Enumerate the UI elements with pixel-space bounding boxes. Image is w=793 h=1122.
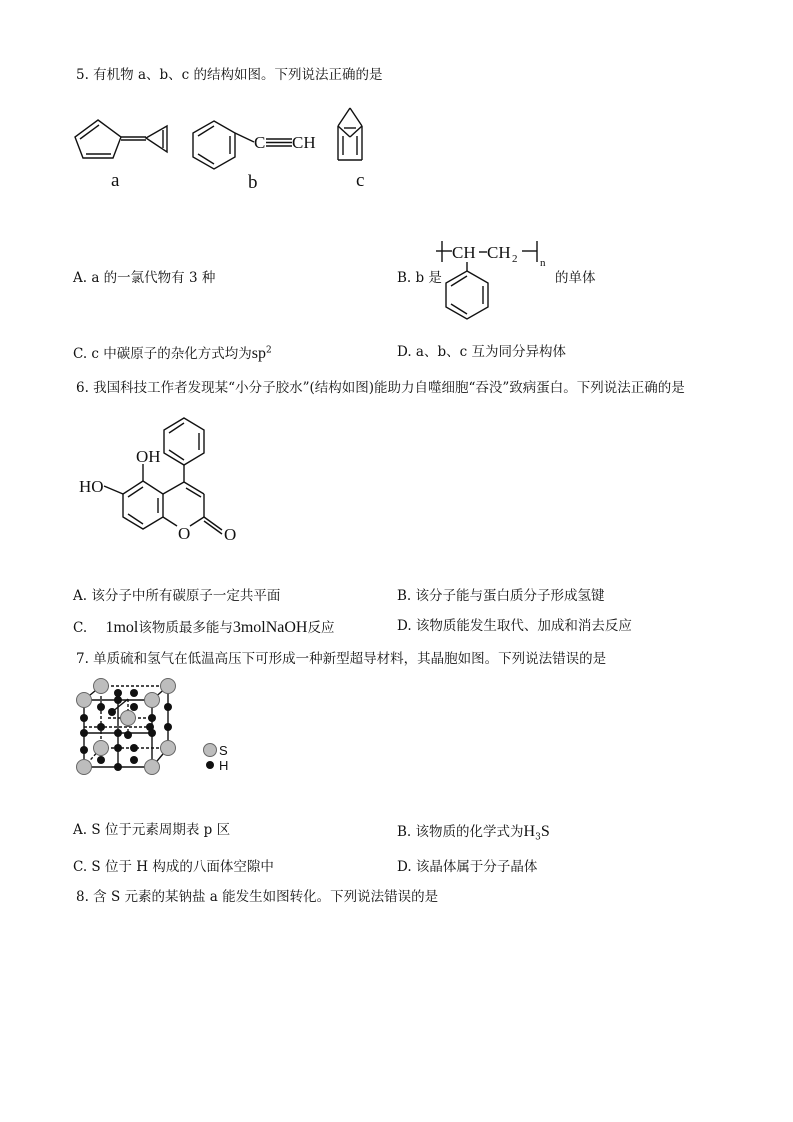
crystal-legend-symbols [0, 0, 1, 1]
s-atom [77, 693, 92, 708]
ketone-oxygen: O [224, 525, 237, 544]
label-c: c [356, 170, 365, 191]
legend-s-atom [204, 744, 217, 757]
q7-option-d[interactable]: D. 该晶体属于分子晶体 [397, 859, 538, 875]
polymer-ch2: CH [487, 243, 511, 262]
polymer-ch: CH [452, 243, 476, 262]
h-atom [130, 756, 138, 764]
h-atom [114, 729, 122, 737]
h-atom [148, 729, 156, 737]
s-atom [161, 741, 176, 756]
q5-option-b-prefix[interactable]: B. b 是 [397, 270, 442, 286]
s-atom [94, 679, 109, 694]
q6-option-c-letter: C. [73, 620, 88, 636]
ho-group: HO [79, 477, 104, 496]
h-atom [164, 723, 172, 731]
h-atom [124, 731, 132, 739]
q6-option-a[interactable]: A. 该分子中所有碳原子一定共平面 [73, 588, 281, 604]
h-atom [130, 689, 138, 697]
h-atom [164, 703, 172, 711]
s-atom [145, 760, 160, 775]
q7-option-b[interactable] [397, 824, 550, 843]
q6-option-d[interactable]: D. 该物质能发生取代、加成和消去反应 [397, 618, 632, 634]
h-atom [108, 708, 116, 716]
q5-option-c[interactable] [73, 346, 272, 362]
h-atom [114, 689, 122, 697]
q5-option-b-suffix: 的单体 [555, 270, 596, 286]
h-atom [97, 723, 105, 731]
q8-stem: 8. 含 S 元素的某钠盐 a 能发生如图转化。下列说法错误的是 [76, 889, 439, 905]
q6-stem: 6. 我国科技工作者发现某“小分子胶水”(结构如图)能助力自噬细胞“吞没”致病蛋白。下列说法正确的是 [76, 380, 685, 396]
legend-h-atom [206, 761, 214, 769]
b-ch-group: CH [292, 133, 316, 152]
oh-group: OH [136, 447, 161, 466]
sp-superscript: 2 [266, 345, 272, 356]
q5-option-c-text: C. c 中碳原子的杂化方式均为 [73, 346, 252, 362]
h-atom [80, 729, 88, 737]
q6-option-c-text2: 反应 [307, 620, 335, 636]
formula-h: H [523, 823, 536, 840]
q6-option-c-text1: 该物质最多能与 [138, 620, 233, 636]
q5-option-d[interactable]: D. a、b、c 互为同分异构体 [397, 344, 566, 360]
h-atom [130, 744, 138, 752]
polymer-sub-2: 2 [512, 253, 518, 265]
h-atom [114, 763, 122, 771]
h-atom [114, 696, 122, 704]
s-atom [121, 711, 136, 726]
label-a: a [111, 170, 120, 191]
h-atom [148, 714, 156, 722]
q6-option-c-amount1: 1mol [105, 619, 139, 636]
legend-s-label: S [219, 743, 228, 758]
h-atom [97, 756, 105, 764]
q6-option-c-amount2: 3molNaOH [232, 619, 308, 636]
q7-option-c[interactable]: C. S 位于 H 构成的八面体空隙中 [73, 859, 274, 875]
q7-option-a[interactable]: A. S 位于元素周期表 p 区 [73, 822, 231, 838]
q5-stem: 5. 有机物 a、b、c 的结构如图。下列说法正确的是 [76, 67, 383, 83]
s-atom [77, 760, 92, 775]
h-atom [114, 744, 122, 752]
s-atom [145, 693, 160, 708]
label-b: b [248, 172, 258, 193]
h-atom [80, 714, 88, 722]
q6-option-b[interactable]: B. 该分子能与蛋白质分子形成氢键 [397, 588, 605, 604]
ring-oxygen: O [178, 524, 191, 543]
q5-option-a[interactable]: A. a 的一氯代物有 3 种 [73, 270, 216, 286]
s-atom [94, 741, 109, 756]
q7-option-b-text: B. 该物质的化学式为 [397, 824, 524, 840]
formula-s: S [540, 823, 550, 840]
polymer-n: n [540, 257, 546, 269]
h-atom [80, 746, 88, 754]
sp-notation: sp [251, 345, 267, 362]
q6-option-c[interactable] [73, 620, 334, 636]
formula-subscript: 3 [535, 832, 541, 843]
h-atom [130, 703, 138, 711]
q7-stem: 7. 单质硫和氢气在低温高压下可形成一种新型超导材料，其晶胞如图。下列说法错误的是 [76, 651, 607, 667]
legend-h-label: H [219, 758, 229, 773]
b-c-atom: C [254, 133, 266, 152]
s-atom [161, 679, 176, 694]
h-atom [97, 703, 105, 711]
